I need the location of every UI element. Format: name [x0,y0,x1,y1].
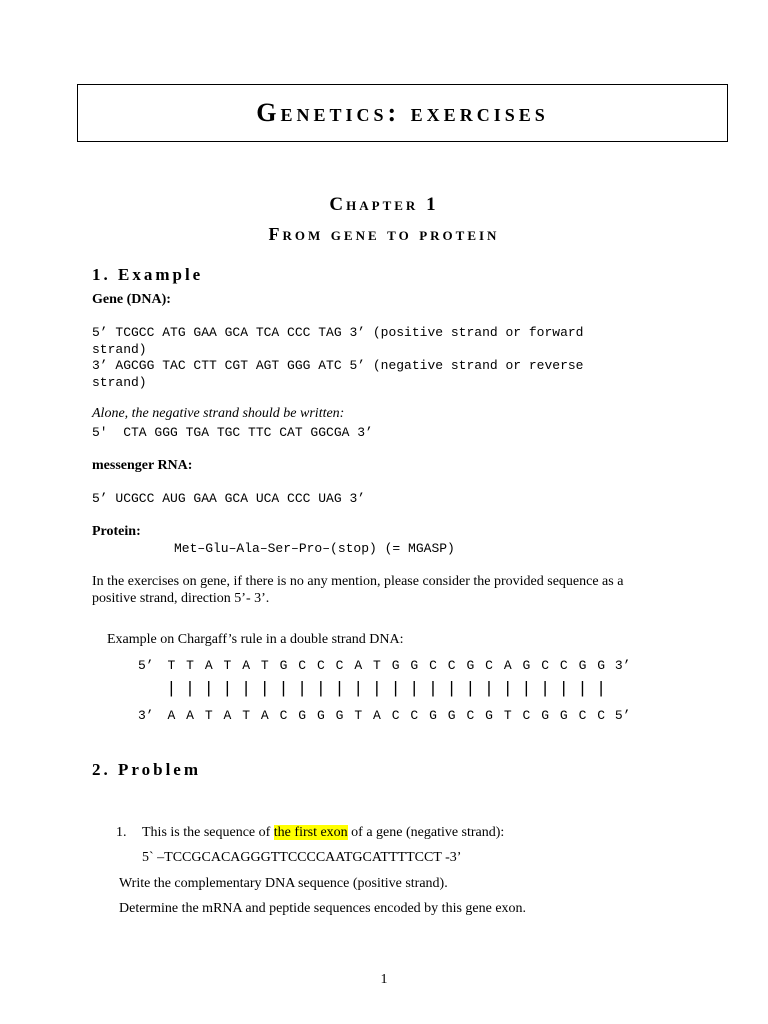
bond-glyph: | [259,680,270,699]
top-base: A [354,658,363,673]
problem-sequence: 5` –TCCGCACAGGGTTCCCCAATGCATTTTCCT -3’ [142,850,462,865]
bottom-base: G [316,708,325,723]
dna-positive-line: 5’ TCGCC ATG GAA GCA TCA CCC TAG 3’ (positive strand or forward [92,325,584,340]
title-box [77,84,728,142]
bottom-base: T [204,708,213,723]
bottom-base: T [503,708,512,723]
bond-glyph: | [596,680,607,699]
bottom-base: C [578,708,587,723]
problem-item-text [142,825,504,841]
bond-glyph: | [521,680,532,699]
problem-text-before: This is the sequence of [142,825,274,840]
bottom-base: T [354,708,363,723]
dna-negative-line: 3’ AGCGG TAC CTT CGT AGT GGG ATC 5’ (negative strand or reverse [92,358,584,373]
bond-glyph: | [558,680,569,699]
top-base: T [186,658,194,673]
top-base: T [260,658,269,673]
negative-strand-note: Alone, the negative strand should be written: [92,406,345,421]
dna-top-strand [138,658,631,673]
bond-glyph: | [427,680,439,699]
top-base: C [316,658,325,673]
bond-glyph: | [465,680,476,699]
chapter-subtitle: From gene to protein [268,224,500,244]
top-base: A [503,658,512,673]
exercise-note-line1: In the exercises on gene, if there is no any mention, please consider the provided sequence as a [92,574,624,589]
protein-seq: Met–Glu–Ala–Ser–Pro–(stop) (= MGASP) [174,541,455,556]
bottom-strand-bases [162,708,611,723]
top-base: C [541,658,549,673]
bottom-base: G [541,708,549,723]
top-base: C [335,658,344,673]
bottom-strand-suffix: 5’ [614,708,631,723]
bottom-base: G [485,708,493,723]
bond-glyph: | [353,680,364,699]
exercise-note-line2: positive strand, direction 5’- 3’. [92,591,270,606]
top-base: C [429,658,437,673]
dna-bottom-strand [138,708,631,723]
highlighted-phrase: the first exon [273,825,348,840]
bond-glyph: | [577,680,588,699]
top-base: G [410,658,419,673]
bond-glyph: | [203,680,214,699]
bond-glyph: | [278,680,289,699]
bottom-base: A [167,708,176,723]
problem-item-number: 1. [116,825,127,840]
bottom-base: C [279,708,288,723]
top-base: G [578,658,587,673]
bottom-base: G [335,708,344,723]
section-heading-example: 1. Example [92,265,204,284]
bottom-base: G [429,708,437,723]
chapter-heading: Chapter 1 [329,194,439,215]
bottom-base: G [447,708,456,723]
task-complementary: Write the complementary DNA sequence (positive strand). [119,876,448,891]
chargaff-label: Example on Chargaff’s rule in a double strand DNA: [107,632,404,647]
problem-text-after: of a gene (negative strand): [347,825,505,840]
bond-glyph: | [446,680,457,699]
bond-glyph: | [240,680,252,699]
document-title: Genetics: exercises [256,98,549,127]
top-base: G [466,658,475,673]
top-strand-prefix: 5’ [138,658,154,673]
gene-label: Gene (DNA): [92,292,171,307]
bond-glyph: | [502,680,513,699]
bottom-base: A [373,708,381,723]
bond-glyph: | [371,680,382,699]
top-base: G [391,658,400,673]
bottom-base: G [298,708,307,723]
protein-label: Protein: [92,524,141,539]
top-base: C [559,658,568,673]
bond-glyph: | [166,680,177,699]
top-base: C [447,658,456,673]
bond-glyph: | [539,680,551,699]
page-number: 1 [380,972,388,987]
bond-glyph: | [390,680,401,699]
top-base: G [597,658,606,673]
bottom-base: C [597,708,606,723]
mrna-label: messenger RNA: [92,458,193,473]
top-base: G [522,658,531,673]
top-base: T [167,658,176,673]
bond-glyph: | [483,680,495,699]
mrna-seq: 5’ UCGCC AUG GAA GCA UCA CCC UAG 3’ [92,491,366,506]
top-base: T [373,658,381,673]
bond-glyphs [162,680,611,699]
bond-glyph: | [222,680,233,699]
dna-negative-line-cont: strand) [92,375,147,390]
bottom-base: T [242,708,250,723]
bottom-base: C [522,708,531,723]
top-base: C [298,658,307,673]
task-mrna-peptide: Determine the mRNA and peptide sequences encoded by this gene exon. [119,901,527,916]
top-base: A [204,658,213,673]
bond-glyph: | [297,680,308,699]
bond-glyph: | [184,680,196,699]
bottom-base: C [410,708,419,723]
bottom-base: A [260,708,269,723]
top-strand-suffix: 3’ [614,658,631,673]
bond-glyph: | [334,680,345,699]
dna-positive-line-cont: strand) [92,342,147,357]
bottom-base: A [186,708,194,723]
top-base: G [279,658,288,673]
bottom-base: C [391,708,400,723]
bottom-base: A [223,708,232,723]
bottom-base: G [559,708,568,723]
top-strand-bases [162,658,611,673]
bond-glyph: | [409,680,420,699]
top-base: C [485,658,493,673]
bottom-base: C [466,708,475,723]
top-base: A [242,658,250,673]
top-base: T [223,658,232,673]
negative-strand-seq: 5' CTA GGG TGA TGC TTC CAT GGCGA 3’ [92,425,373,440]
hydrogen-bonds-row [138,680,611,699]
bond-glyph: | [315,680,326,699]
bottom-strand-prefix: 3’ [138,708,154,723]
section-heading-problem: 2. Problem [92,760,202,779]
